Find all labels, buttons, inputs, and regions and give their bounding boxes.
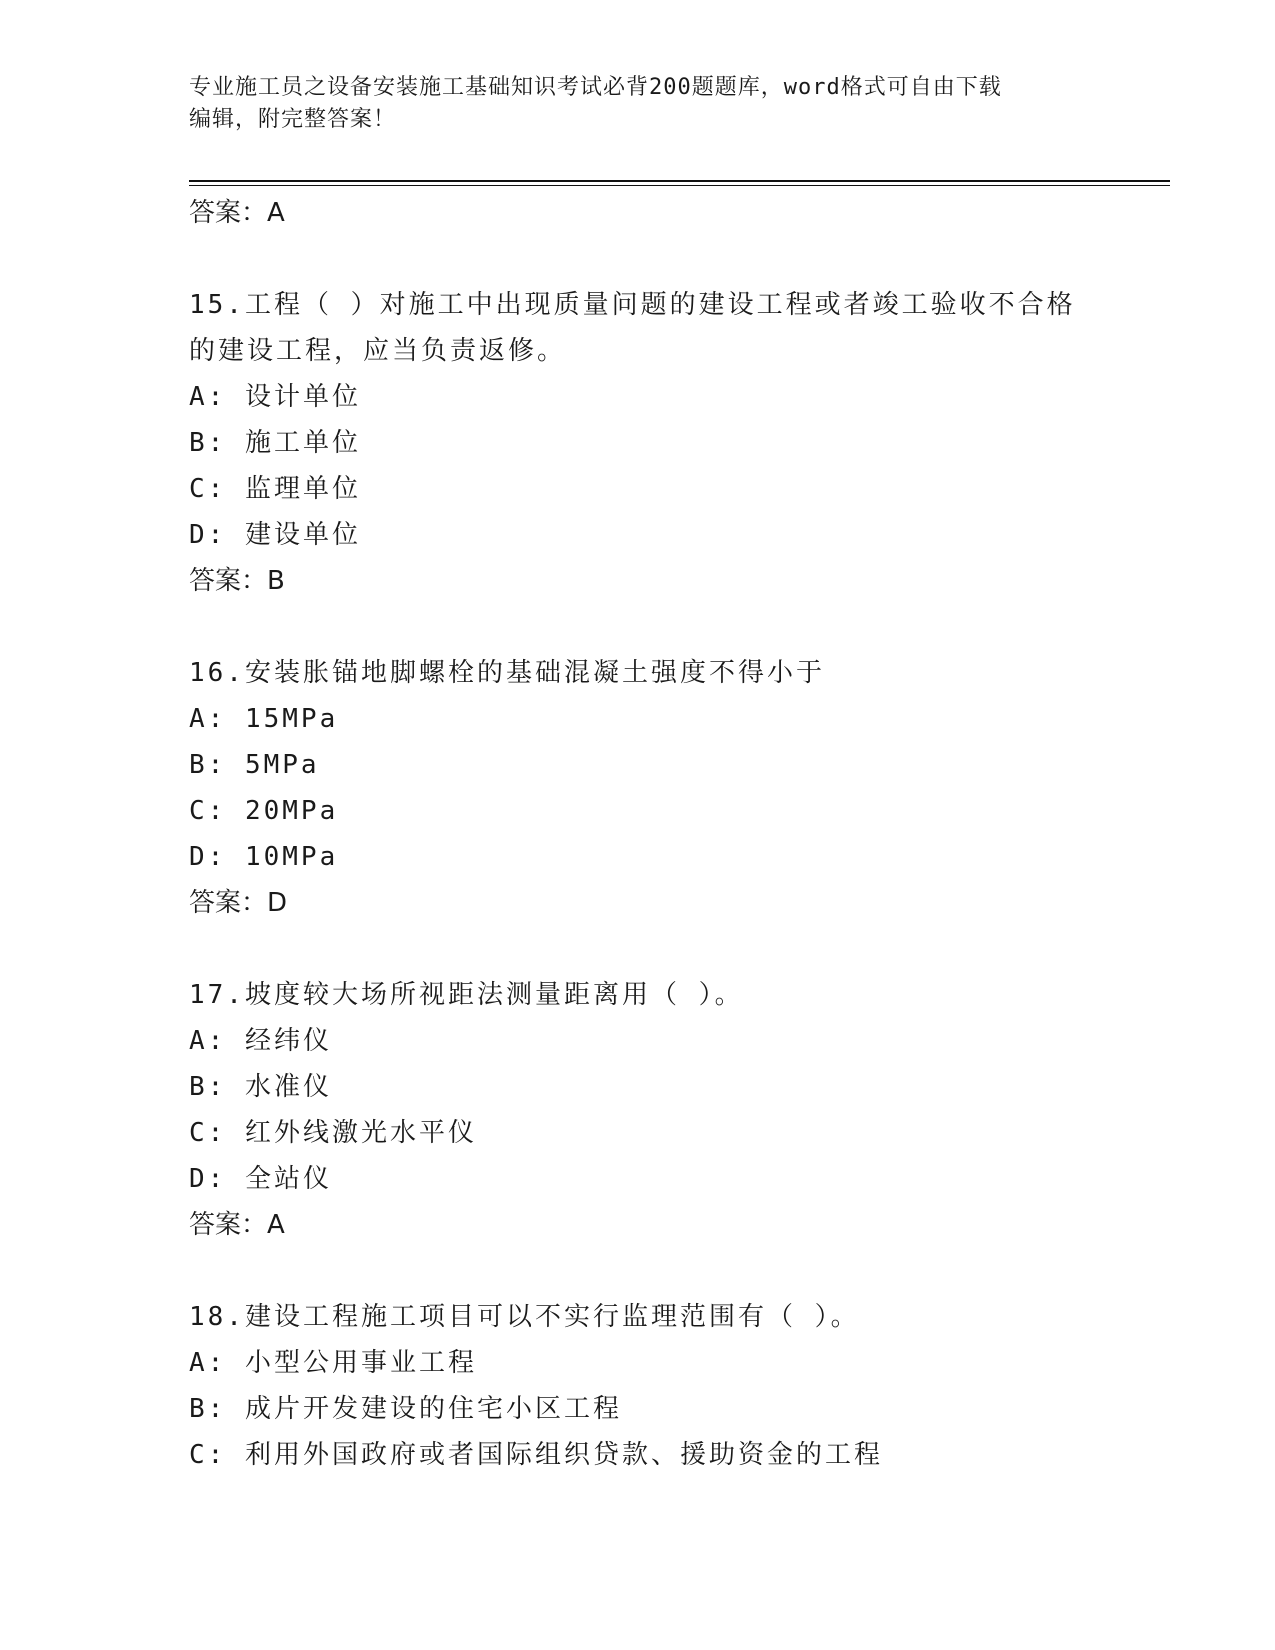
header-line-2: 编辑，附完整答案！	[189, 107, 397, 132]
question-block	[189, 282, 1170, 604]
spacer	[189, 604, 1170, 650]
option-d: D: 全站仪	[189, 1164, 332, 1194]
header-divider-thick	[189, 180, 1170, 182]
option-c: C: 红外线激光水平仪	[189, 1118, 477, 1148]
option-a: A: 设计单位	[189, 382, 361, 412]
question-stem: 18.建设工程施工项目可以不实行监理范围有（ ）。	[189, 1302, 860, 1332]
header-divider-thin	[189, 185, 1170, 186]
option-a: A: 经纬仪	[189, 1026, 332, 1056]
option-b: B: 成片开发建设的住宅小区工程	[189, 1394, 622, 1424]
document-header	[189, 72, 1089, 136]
question-block	[189, 1294, 1170, 1478]
spacer	[189, 1248, 1170, 1294]
question-list	[189, 190, 1170, 1478]
question-stem: 16.安装胀锚地脚螺栓的基础混凝土强度不得小于	[189, 658, 825, 688]
spacer	[189, 926, 1170, 972]
question-block	[189, 972, 1170, 1248]
spacer	[189, 236, 1170, 282]
question-stem: 15.工程（ ）对施工中出现质量问题的建设工程或者竣工验收不合格	[189, 290, 1076, 320]
answer-line: 答案：A	[189, 198, 285, 228]
option-c: C: 利用外国政府或者国际组织贷款、援助资金的工程	[189, 1440, 883, 1470]
question-block	[189, 650, 1170, 926]
option-d: D: 10MPa	[189, 842, 339, 872]
answer-line: 答案：B	[189, 566, 285, 596]
option-c: C: 20MPa	[189, 796, 339, 826]
option-a: A: 小型公用事业工程	[189, 1348, 477, 1378]
option-c: C: 监理单位	[189, 474, 361, 504]
answer-line: 答案：A	[189, 1210, 285, 1240]
answer-line: 答案：D	[189, 888, 288, 918]
option-a: A: 15MPa	[189, 704, 339, 734]
question-stem: 17.坡度较大场所视距法测量距离用（ ）。	[189, 980, 744, 1010]
option-b: B: 5MPa	[189, 750, 320, 780]
option-d: D: 建设单位	[189, 520, 361, 550]
question-stem: 的建设工程，应当负责返修。	[189, 336, 567, 366]
option-b: B: 水准仪	[189, 1072, 332, 1102]
header-line-1: 专业施工员之设备安装施工基础知识考试必背200题题库，word格式可自由下载	[189, 75, 1002, 100]
option-b: B: 施工单位	[189, 428, 361, 458]
